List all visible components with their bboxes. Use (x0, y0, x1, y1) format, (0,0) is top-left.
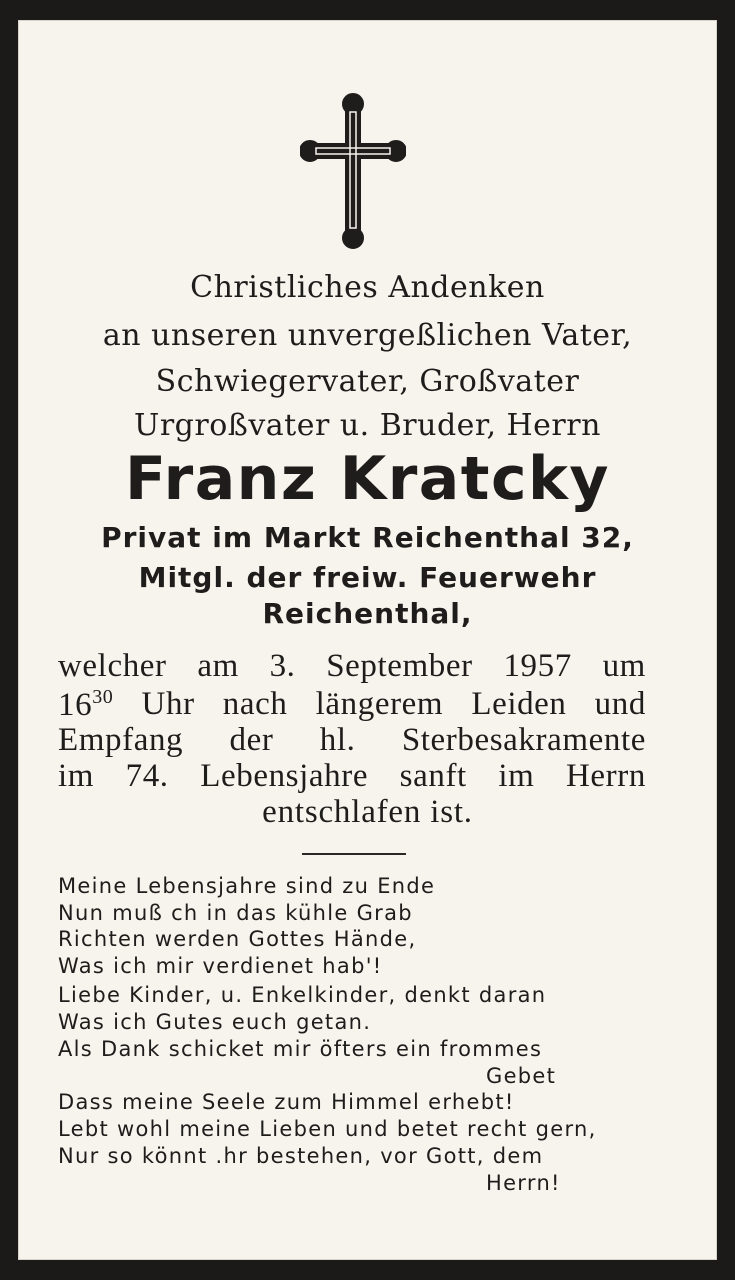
header-line-2: an unseren unvergeßlichen Vater, (102, 318, 633, 353)
word: Herrn (565, 758, 646, 794)
header-line-4: Urgroßvater u. Bruder, Herrn (134, 408, 601, 443)
poem-line-10: Lebt wohl meine Lieben und betet recht gern, (58, 1117, 597, 1141)
poem-line-2: Nun muß ch in das kühle Grab (58, 901, 413, 925)
word: der (229, 722, 274, 758)
word: hl. (319, 722, 356, 758)
poem-line-11: Nur so könnt .hr bestehen, vor Gott, dem (58, 1144, 544, 1168)
poem-line-6: Was ich Gutes euch getan. (58, 1010, 372, 1034)
poem-line-12: Herrn! (486, 1171, 561, 1195)
poem-line-4: Was ich mir verdienet hab'! (58, 954, 383, 978)
poem-line-9: Dass meine Seele zum Himmel erhebt! (58, 1090, 515, 1114)
word: nach (222, 686, 288, 722)
word: um (602, 648, 646, 684)
death-notice-row-2 (58, 686, 646, 724)
poem-line-8: Gebet (486, 1064, 557, 1088)
word: 74. (125, 758, 169, 794)
word: Leiden (471, 686, 567, 722)
poem-line-3: Richten werden Gottes Hände, (58, 927, 417, 951)
word: im (498, 758, 535, 794)
deceased-name: Franz Kratcky (124, 444, 611, 514)
word: und (594, 686, 646, 722)
deceased-detail-1: Privat im Markt Reichenthal 32, (101, 521, 634, 554)
word: September (326, 648, 473, 684)
cross-icon (300, 92, 406, 250)
word: am (197, 648, 239, 684)
word: 3. (269, 648, 296, 684)
word: Sterbesakramente (401, 722, 646, 758)
word: Empfang (58, 722, 184, 758)
word: Lebensjahre (200, 758, 369, 794)
header-line-1: Christliches Andenken (190, 270, 545, 305)
word: 1957 (503, 648, 572, 684)
word: welcher (58, 648, 167, 684)
divider (302, 853, 406, 855)
death-notice-row-5: entschlafen ist. (262, 794, 473, 830)
death-notice-row-1 (58, 648, 646, 685)
header-line-3: Schwiegervater, Großvater (155, 364, 580, 399)
deceased-detail-3: Reichenthal, (262, 597, 473, 630)
poem-line-7: Als Dank schicket mir öfters ein frommes (58, 1037, 543, 1061)
word: sanft (399, 758, 467, 794)
death-time: $16^{30}$ (58, 686, 114, 723)
death-notice-row-4 (58, 758, 646, 795)
word: längerem (315, 686, 444, 722)
death-notice-row-3 (58, 722, 646, 759)
poem-line-1: Meine Lebensjahre sind zu Ende (58, 874, 436, 898)
poem-line-5: Liebe Kinder, u. Enkelkinder, denkt daran (58, 983, 547, 1007)
deceased-detail-2: Mitgl. der freiw. Feuerwehr (138, 561, 597, 594)
word: Uhr (141, 686, 195, 722)
word: im (58, 758, 95, 794)
